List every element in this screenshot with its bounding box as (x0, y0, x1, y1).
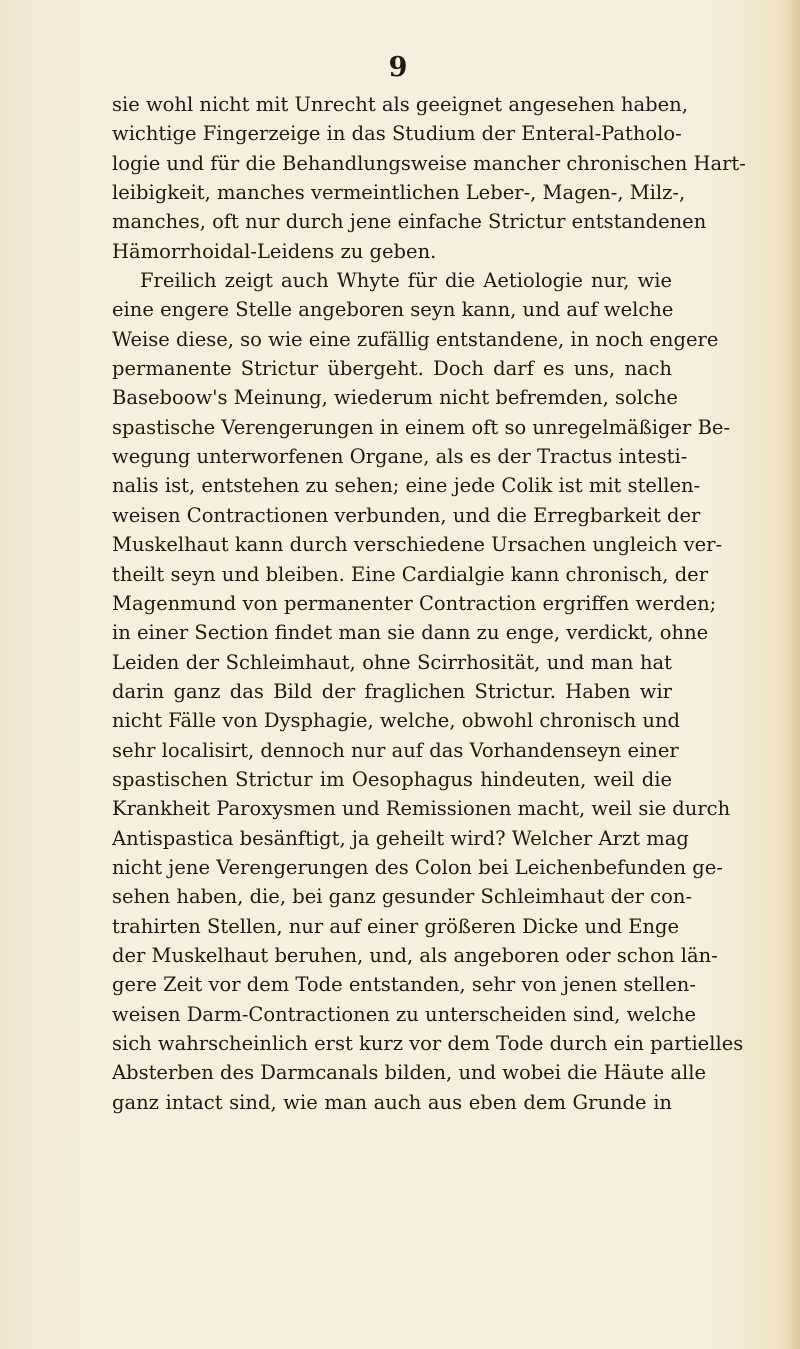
text-line: gere Zeit vor dem Tode entstanden, sehr von jenen stellen- (112, 973, 696, 997)
text-line: sie wohl nicht mit Unrecht als geeignet angesehen haben, (112, 93, 688, 116)
text-line: spastische Verengerungen in einem oft so unregelmäßiger Be- (112, 415, 731, 439)
text-line: weisen Darm-Contractionen zu unterscheiden sind, welche (112, 1002, 697, 1026)
text-line: der Muskelhaut beruhen, und, als angeboren oder schon län- (112, 943, 718, 967)
text-line: logie und für die Behandlungsweise mancher chronischen Hart- (112, 151, 746, 175)
text-line: nicht jene Verengerungen des Colon bei Leichenbefunden ge- (112, 855, 723, 879)
text-line: nalis ist, entstehen zu sehen; eine jede Colik ist mit stellen- (112, 474, 701, 498)
text-line: darin ganz das Bild der fraglichen Strictur. Haben wir (112, 679, 672, 703)
text-line: in einer Section findet man sie dann zu enge, verdickt, ohne (112, 621, 709, 645)
text-line: Magenmund von permanenter Contraction ergriffen werden; (112, 591, 717, 615)
text-line: leibigkeit, manches vermeintlichen Leber-, Magen-, Milz-, (112, 181, 686, 205)
text-line: Freilich zeigt auch Whyte für die Aetiologie nur, wie (140, 269, 672, 293)
text-line: sehen haben, die, bei ganz gesunder Schleimhaut der con- (112, 885, 692, 909)
text-line: Weise diese, so wie eine zufällig entstandene, in noch engere (112, 327, 719, 351)
text-line: Antispastica besänftigt, ja geheilt wird? Welcher Arzt mag (112, 826, 689, 850)
body-text (112, 90, 746, 1117)
text-line: theilt seyn und bleiben. Eine Cardialgie kann chronisch, der (112, 562, 709, 586)
text-line: sich wahrscheinlich erst kurz vor dem Tode durch ein partielles (112, 1032, 744, 1055)
text-line: Absterben des Darmcanals bilden, und wobei die Häute alle (112, 1061, 707, 1085)
text-line: ganz intact sind, wie man auch aus eben dem Grunde in (112, 1090, 672, 1114)
text-line: permanente Strictur übergeht. Doch darf es uns, nach (112, 357, 672, 381)
text-line: trahirten Stellen, nur auf einer größeren Dicke und Enge (112, 914, 680, 938)
text-line: Muskelhaut kann durch verschiedene Ursachen ungleich ver- (112, 533, 723, 557)
text-line: weisen Contractionen verbunden, und die Erregbarkeit der (112, 503, 701, 527)
text-line: manches, oft nur durch jene einfache Strictur entstandenen (112, 210, 707, 234)
page-edge (786, 0, 800, 1349)
text-line: Hämorrhoidal-Leidens zu geben. (112, 239, 437, 263)
text-line: Baseboow's Meinung, wiederum nicht befremden, solche (112, 386, 678, 410)
text-line: Leiden der Schleimhaut, ohne Scirrhosität, und man hat (112, 650, 672, 674)
text-line: sehr localisirt, dennoch nur auf das Vorhandenseyn einer (112, 738, 679, 762)
text-line: Krankheit Paroxysmen und Remissionen macht, weil sie durch (112, 797, 731, 821)
text-line: nicht Fälle von Dysphagie, welche, obwohl chronisch und (112, 709, 681, 733)
text-line: wegung unterworfenen Organe, als es der Tractus intesti- (112, 445, 688, 469)
text-line: wichtige Fingerzeige in das Studium der Enteral-Patholo- (112, 122, 682, 146)
text-line: eine engere Stelle angeboren seyn kann, und auf welche (112, 298, 674, 322)
page-number: 9 (388, 52, 408, 83)
text-line: spastischen Strictur im Oesophagus hindeuten, weil die (112, 767, 672, 791)
